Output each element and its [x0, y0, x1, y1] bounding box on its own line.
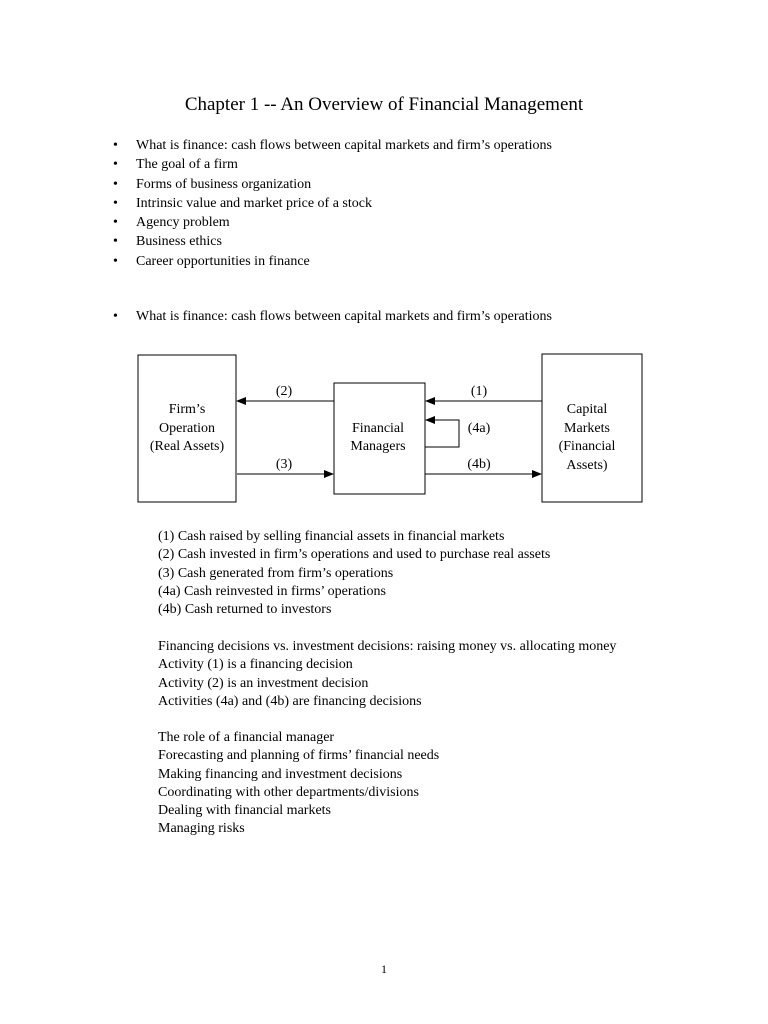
role-line: Managing risks: [158, 821, 245, 837]
firm-box-line: Firm’s: [168, 402, 206, 417]
legend-item: (4b) Cash returned to investors: [158, 602, 332, 618]
page-number: 1: [381, 962, 387, 976]
firm-box-line: Operation: [159, 421, 215, 436]
legend-item: (1) Cash raised by selling financial assets in financial markets: [158, 529, 505, 544]
financial-manager-role-block: [158, 729, 439, 839]
arrow-label-4a: (4a): [467, 421, 491, 436]
outline-item: • Agency problem: [113, 213, 552, 232]
bullet-icon: •: [113, 176, 118, 192]
chapter-outline-list: [113, 136, 552, 271]
role-line: Coordinating with other departments/divisions: [158, 784, 419, 800]
outline-item: • What is finance: cash flows between capital markets and firm’s operations: [113, 136, 552, 155]
decisions-line: Financing decisions vs. investment decisions: raising money vs. allocating money: [158, 639, 617, 654]
markets-box-line: Assets): [566, 458, 608, 473]
role-line: Dealing with financial markets: [158, 803, 331, 819]
bullet-icon: •: [113, 234, 118, 250]
arrow-label-4b: (4b): [467, 457, 491, 472]
cash-flow-diagram: [0, 340, 768, 520]
bullet-icon: •: [113, 157, 118, 173]
outline-item: • Intrinsic value and market price of a stock: [113, 194, 552, 213]
legend-item: (2) Cash invested in firm’s operations and used to purchase real assets: [158, 547, 551, 563]
decisions-block: [158, 638, 616, 711]
cash-flow-legend: [158, 528, 550, 619]
bullet-icon: •: [113, 253, 118, 269]
legend-item: (4a) Cash reinvested in firms’ operations: [158, 583, 386, 599]
role-line: Forecasting and planning of firms’ financial needs: [158, 748, 440, 764]
outline-item: • Career opportunities in finance: [113, 252, 552, 271]
managers-box-line: Managers: [350, 439, 406, 454]
decisions-line: Activities (4a) and (4b) are financing decisions: [158, 693, 422, 709]
bullet-icon: •: [113, 195, 118, 211]
arrow-4a: [425, 420, 459, 447]
managers-box-line: Financial: [351, 421, 405, 436]
legend-item: (3) Cash generated from firm’s operations: [158, 565, 394, 581]
outline-item: • Business ethics: [113, 232, 552, 251]
outline-item: • Forms of business organization: [113, 175, 552, 194]
arrow-label-3: (3): [275, 457, 293, 472]
decisions-line: Activity (1) is a financing decision: [158, 657, 353, 673]
markets-box-line: (Financial: [558, 439, 616, 454]
markets-box-line: Markets: [564, 421, 610, 436]
bullet-icon: •: [113, 138, 118, 153]
bullet-icon: •: [113, 215, 118, 231]
arrow-label-2: (2): [275, 384, 293, 399]
firm-box-line: (Real Assets): [149, 439, 225, 454]
decisions-line: Activity (2) is an investment decision: [158, 675, 369, 691]
bullet-icon: •: [113, 309, 118, 324]
section-heading: • What is finance: cash flows between capital markets and firm’s operations: [113, 309, 552, 324]
role-line: Making financing and investment decisions: [158, 766, 403, 782]
arrow-label-1: (1): [470, 384, 488, 399]
page-title: Chapter 1 -- An Overview of Financial Management: [184, 94, 584, 115]
role-line: The role of a financial manager: [158, 730, 335, 745]
markets-box-line: Capital: [566, 402, 608, 417]
outline-item: • The goal of a firm: [113, 155, 552, 174]
